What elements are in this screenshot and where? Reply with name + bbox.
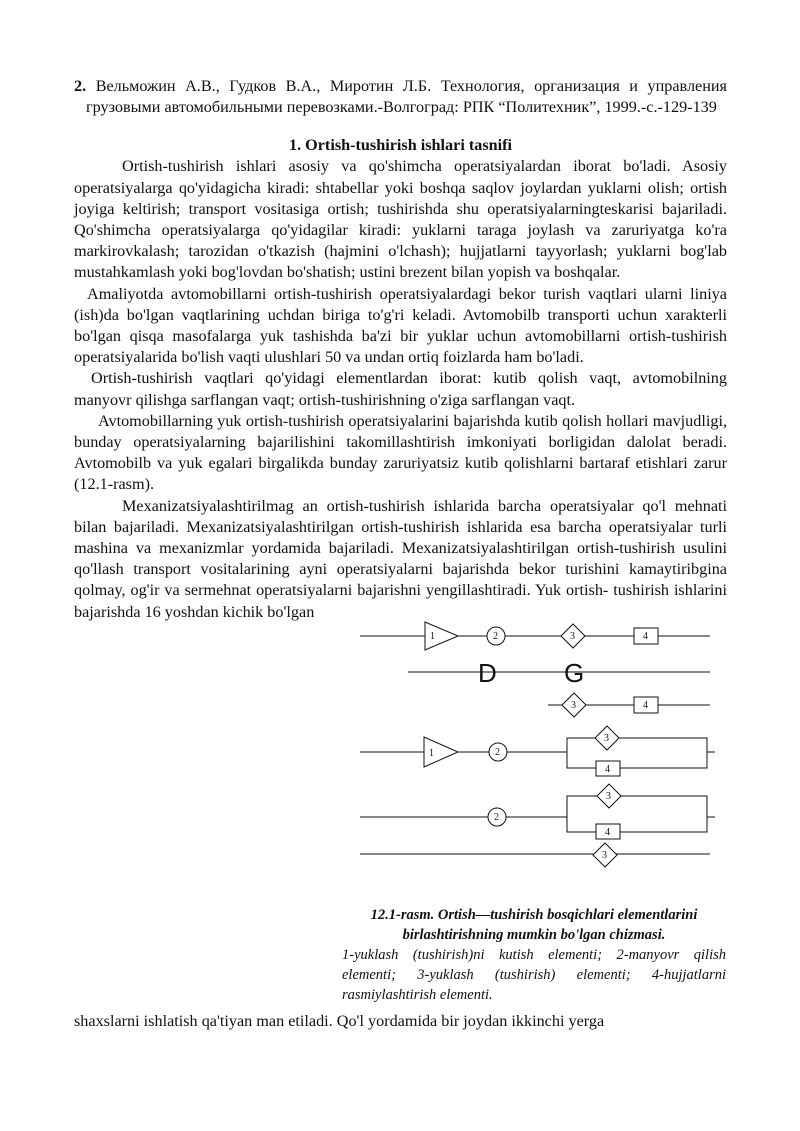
row-2-letter-d: D [478,658,497,688]
paragraph-1: Ortish-tushirish ishlari asosiy va qo'shimcha operatsiyalardan iborat bo'ladi. Asosiy operatsiyalarga qo'yidagicha kiradi: shtabellar yoki boshqa saqlov joylardan yuklarni olish; ortish joyiga keltirish; transport vositasiga ortish; tushirishda shu operatsiyalarningteskarisi bajariladi. Qo'shimcha operatsiyalarga qo'yidagilar kiradi: yuklarni taraga joylash va zaruriyatga ko'ra markirovkalash; tarozidan o'tkazish (hajmini o'lchash); hujjatlarni tayyorlash; yuklarni bog'lab mustahkamlash yoki bog'lovdan bo'shatish; ustini brezent bilan yopish va boshqalar. [74,157,727,282]
row-4-label-2: 2 [495,747,500,758]
row-4-label-1: 1 [429,748,434,759]
page-tail-text: shaxslarni ishlatish qa'tiyan man etiladi. Qo'l yordamida bir joydan ikkinchi yerga [74,1012,605,1030]
caption-legend: 1-yuklash (tushirish)ni kutish elementi; 2-manyovr qilish elementi; 3-yuklash (tushirish) elementi; 4-hujjatlarni rasmiylashtirish elementi. [342,947,726,1003]
row-2-letter-g: G [564,658,585,688]
diagram-row-1 [360,622,710,650]
row-4-branch-frame [567,738,707,768]
reference-number: 2. [74,77,87,95]
row-5-label-2: 2 [494,812,499,823]
paragraph-4: Avtomobillarning yuk ortish-tushirish operatsiyalarini bajarishda kutib qolish hollari mavjudligi, bunday operatsiyalarning bajarilishini takomillashtirish imkoniyati borligidan dalolat beradi. Avtomobilb va yuk egalari birgalikda bunday zaruriyatsiz kutib qolishlarni bartaraf etishlari zarur (12.1-rasm). [74,411,727,494]
diagram-row-3 [548,693,710,717]
paragraph-2: Amaliyotda avtomobillarni ortish-tushirish operatsiyalardagi bekor turish vaqtlari ularni liniya (ish)da bo'lgan vaqtlarining uchdan biriga to'g'ri keladi. Avtomobilb transporti uchun xarakterli bo'lgan qisqa masofalarga yuk tashishda ba'zi bir yuklar uchun avtomobillarni ortish-tushirish operatsiyalarida bo'lish vaqti ulushlari 50 va undan ortiq foizlarda ham bo'ladi. [74,284,727,367]
row-1-label-4: 4 [643,631,648,642]
row-1-label-3: 3 [570,631,575,642]
row-3-label-3: 3 [571,700,576,711]
row-3-label-4: 4 [643,700,648,711]
diagram-row-5 [360,784,715,867]
row-5-label-4: 4 [605,827,610,838]
section-title: 1. Ortish-tushirish ishlari tasnifi [288,136,513,155]
diagram-row-4 [360,726,715,776]
row-1-label-1: 1 [430,631,435,642]
reference-text: Вельможин А.В., Гудков В.А., Миротин Л.Б. Технология, организация и управления грузовыми автомобильными перевозками.-Волгоград: РПК “Политехник”, 1999.-с.-129-139 [86,77,728,117]
row-5-label-3: 3 [606,791,611,802]
paragraph-3: Ortish-tushirish vaqtlari qo'yidagi elementlardan iborat: kutib qolish vaqt, avtomobilning manyovr qilishga sarflangan vaqt; ortish-tushirishning o'ziga sarflangan vaqt. [74,369,727,409]
row-5-branch-frame [567,796,707,832]
row-4-label-3: 3 [604,733,609,744]
diagram-row-2 [408,658,710,688]
row-1-label-2: 2 [493,631,498,642]
row-4-label-4: 4 [605,764,610,775]
figure-caption [342,905,726,1005]
caption-title: 12.1-rasm. Ortish—tushirish bosqichlari elementlarini birlashtirishning mumkin bo'lgan chizmasi. [370,907,698,943]
row-5-label-lower: 3 [602,850,607,861]
paragraph-5: Mexanizatsiyalashtirilmag an ortish-tushirish ishlarida barcha operatsiyalar qo'l mehnati bilan bajariladi. Mexanizatsiyalashtirilgan ortish-tushirish ishlarida esa barcha operatsiyalar turli mashina va mexanizmlar yordamida bajariladi. Mexanizatsiyalashtirilgan ortish-tushirish usulini qo'llash transport vositalarining ayni operatsiyalarni bajarishda bekor turishini kamaytiribgina qolmay, og'ir va sermehnat operatsiyalarni bajarishni yengillashtiradi. Yuk ortish- tushirish ishlarini bajarishda 16 yoshdan kichik bo'lgan [74,496,727,621]
